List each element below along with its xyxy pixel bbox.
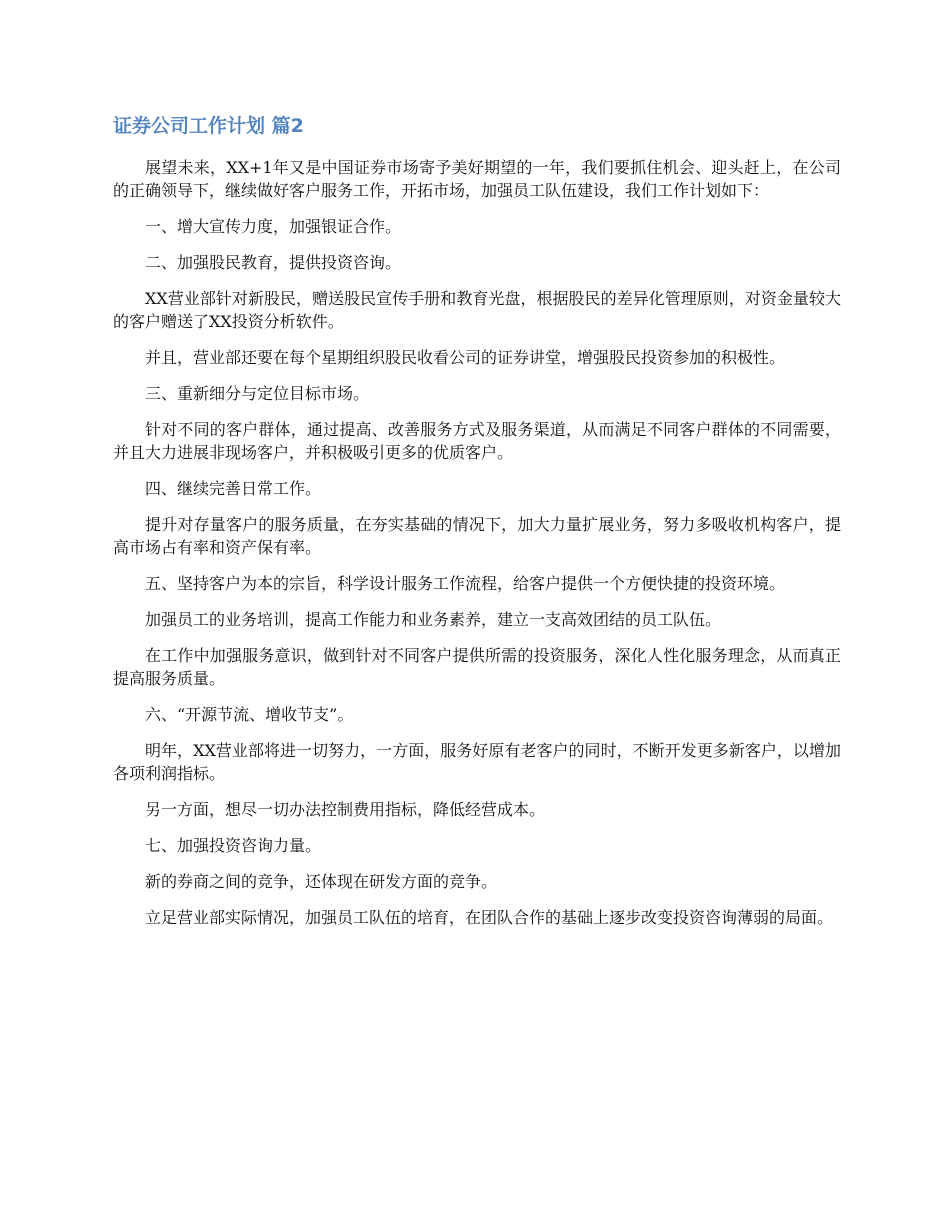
paragraph: 提升对存量客户的服务质量，在夯实基础的情况下，加大力量扩展业务，努力多吸收机构客户，提高市场占有率和资产保有率。 xyxy=(113,515,841,557)
paragraph: 针对不同的客户群体，通过提高、改善服务方式及服务渠道，从而满足不同客户群体的不同需要，并且大力进展非现场客户，并积极吸引更多的优质客户。 xyxy=(113,420,841,462)
paragraph: 四、继续完善日常工作。 xyxy=(145,479,322,498)
paragraph: 另一方面，想尽一切办法控制费用指标，降低经营成本。 xyxy=(145,800,546,819)
paragraph: 明年，XX营业部将进一切努力，一方面，服务好原有老客户的同时，不断开发更多新客户，以增加各项利润指标。 xyxy=(113,741,841,783)
paragraph: 立足营业部实际情况，加强员工队伍的培育，在团队合作的基础上逐步改变投资咨询薄弱的局面。 xyxy=(145,908,834,927)
paragraph: 七、加强投资咨询力量。 xyxy=(145,836,322,855)
paragraph: 六、“开源节流、增收节支”。 xyxy=(145,705,354,724)
paragraph: 加强员工的业务培训，提高工作能力和业务素养，建立一支高效团结的员工队伍。 xyxy=(145,610,722,629)
paragraph: 展望未来，XX+1年又是中国证券市场寄予美好期望的一年，我们要抓住机会、迎头赶上，在公司的正确领导下，继续做好客户服务工作，开拓市场，加强员工队伍建设，我们工作计划如下： xyxy=(113,158,841,200)
document-title: 证券公司工作计划 篇2 xyxy=(113,115,304,137)
paragraph: 五、坚持客户为本的宗旨，科学设计服务工作流程，给客户提供一个方便快捷的投资环境。 xyxy=(145,574,786,593)
document-page xyxy=(113,112,841,942)
paragraph: 一、增大宣传力度，加强银证合作。 xyxy=(145,217,402,236)
paragraph: 并且，营业部还要在每个星期组织股民收看公司的证券讲堂，增强股民投资参加的积极性。 xyxy=(145,348,786,367)
paragraph: 在工作中加强服务意识，做到针对不同客户提供所需的投资服务，深化人性化服务理念，从而真正提高服务质量。 xyxy=(113,646,841,688)
paragraph: 三、重新细分与定位目标市场。 xyxy=(145,384,370,403)
document-body xyxy=(113,156,841,929)
paragraph: 新的券商之间的竞争，还体现在研发方面的竞争。 xyxy=(145,872,498,891)
paragraph: XX营业部针对新股民，赠送股民宣传手册和教育光盘，根据股民的差异化管理原则，对资金量较大的客户赠送了XX投资分析软件。 xyxy=(113,289,841,331)
paragraph: 二、加强股民教育，提供投资咨询。 xyxy=(145,253,402,272)
